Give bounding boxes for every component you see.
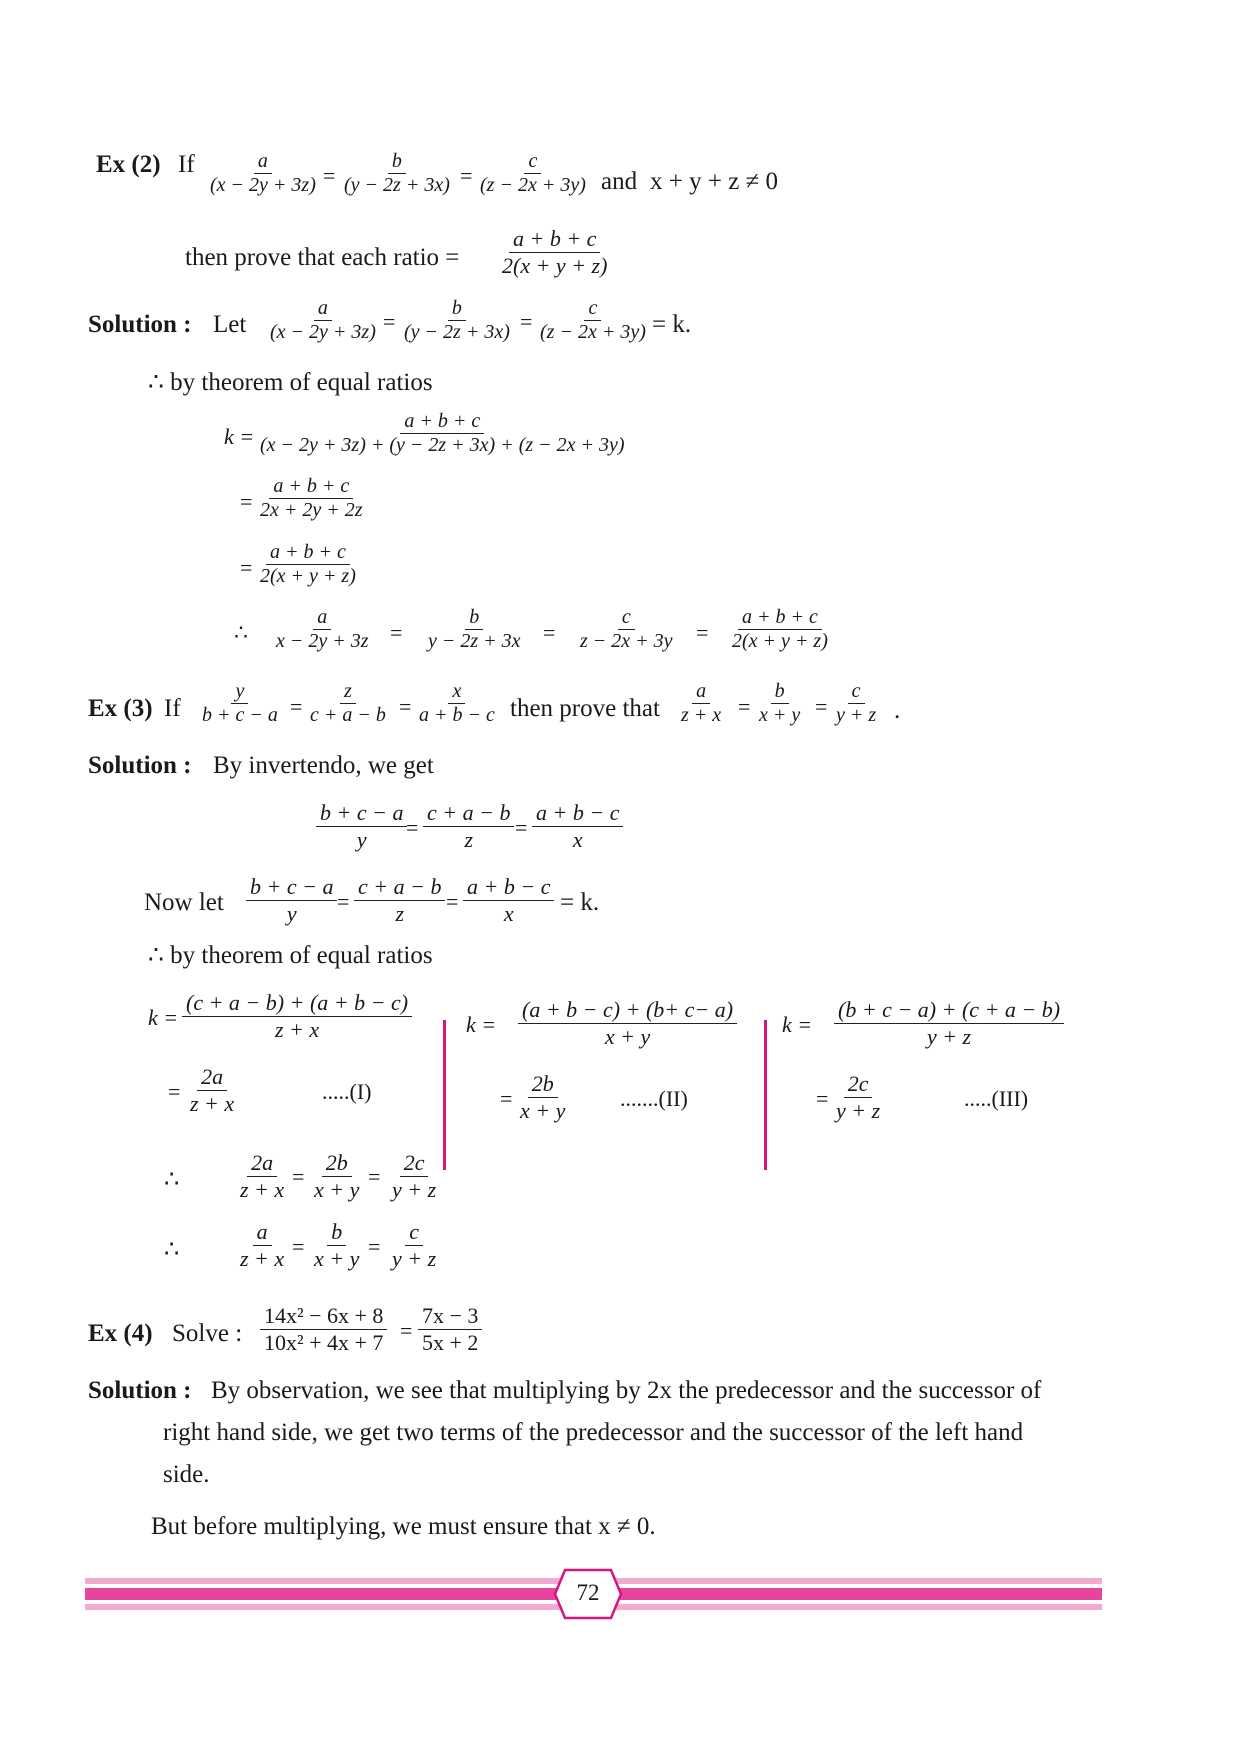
- eq-sign: =: [500, 1086, 513, 1111]
- ex3-ratio-x: x a + b − c: [419, 680, 495, 726]
- sol3-let-1: b + c − a y: [246, 874, 337, 927]
- sol4-label: Solution :: [88, 1377, 192, 1404]
- sol2-step2: a + b + c 2x + 2y + 2z: [260, 475, 363, 521]
- ex4-rhs: 7x − 3 5x + 2: [418, 1303, 482, 1356]
- col1-tag: .....(I): [322, 1079, 372, 1104]
- ex3-label: Ex (3): [88, 695, 153, 722]
- eq-sign: =: [337, 889, 350, 914]
- ex2-prove-text: then prove that each ratio =: [185, 244, 460, 271]
- eq-sign: =: [168, 1079, 181, 1104]
- eq-sign: =: [446, 889, 459, 914]
- eq-sign: =: [815, 694, 828, 719]
- sol3-let-2: c + a − b z: [354, 874, 445, 927]
- sol2-final-a: a x − 2y + 3z: [276, 606, 369, 652]
- eq-sign: =: [240, 555, 253, 580]
- sol3-therefore: ∴ by theorem of equal ratios: [148, 942, 433, 969]
- eq-sign: =: [399, 694, 412, 719]
- ex2-and: and: [601, 168, 638, 195]
- ex3-prove-a: a z + x: [681, 680, 722, 726]
- conc2-a: a z + x: [240, 1219, 285, 1271]
- eq-sign: =: [368, 1164, 381, 1189]
- eq-sign: =: [290, 694, 303, 719]
- col2-result: 2b x + y: [520, 1071, 566, 1123]
- eq-sign: =: [368, 1234, 381, 1259]
- col3-k-eq: k =: [782, 1012, 813, 1037]
- col3-tag: .....(III): [964, 1086, 1029, 1111]
- conc1-c: 2c y + z: [392, 1150, 437, 1202]
- eq-sign: =: [816, 1086, 829, 1111]
- conc2-b: b x + y: [314, 1219, 360, 1271]
- eq-sign: =: [240, 489, 253, 514]
- sol4-line4: But before multiplying, we must ensure that x ≠ 0.: [151, 1513, 656, 1540]
- sol2-ratio-a: a (x − 2y + 3z): [270, 297, 376, 343]
- ex3-period: .: [894, 697, 901, 724]
- sol2-label: Solution :: [88, 311, 192, 338]
- page-number: 72: [576, 1580, 600, 1605]
- ex4-label: Ex (4): [88, 1320, 153, 1347]
- sol2-final-sum: a + b + c 2(x + y + z): [732, 606, 828, 652]
- ex2-if: If: [178, 151, 195, 178]
- sol4-line2: right hand side, we get two terms of the predecessor and the successor of the left hand: [163, 1419, 1024, 1446]
- sol4-line1: By observation, we see that multiplying by 2x the predecessor and the successor of: [211, 1377, 1042, 1404]
- ex4-solve: Solve :: [172, 1320, 243, 1347]
- sol3-label: Solution :: [88, 752, 192, 779]
- ex3-if: If: [164, 695, 181, 722]
- eq-sign: =: [515, 815, 528, 840]
- sol2-let: Let: [213, 311, 247, 338]
- col1-result: 2a z + x: [190, 1064, 235, 1116]
- sol2-ratio-b: b (y − 2z + 3x): [404, 297, 510, 343]
- ex3-prove-text: then prove that: [510, 695, 660, 722]
- conc2-c: c y + z: [392, 1219, 437, 1271]
- ex2-ratio-a: a (x − 2y + 3z): [210, 150, 316, 196]
- column-divider: [764, 1020, 767, 1170]
- sol2-final-b: b y − 2z + 3x: [428, 606, 521, 652]
- eq-sign: =: [400, 1318, 413, 1343]
- ex2-ratio-b: b (y − 2z + 3x): [344, 150, 450, 196]
- eq-sign: =: [292, 1234, 305, 1259]
- sol3-inv-1: b + c − a y: [316, 800, 407, 853]
- therefore-symbol: ∴: [164, 1237, 180, 1263]
- ex2-condition: x + y + z ≠ 0: [650, 168, 779, 195]
- eq-sign: =: [543, 620, 556, 645]
- therefore-symbol: ∴: [164, 1167, 180, 1193]
- conc1-b: 2b x + y: [314, 1150, 360, 1202]
- ex4-lhs: 14x² − 6x + 8 10x² + 4x + 7: [260, 1303, 387, 1356]
- sol3-intro: By invertendo, we get: [213, 752, 434, 779]
- sol4-line3: side.: [163, 1461, 210, 1488]
- col1-k-expr: (c + a − b) + (a + b − c) z + x: [182, 990, 412, 1043]
- column-divider: [443, 1020, 446, 1170]
- sol2-therefore: ∴ by theorem of equal ratios: [148, 369, 433, 396]
- col2-k-eq: k =: [466, 1012, 497, 1037]
- eq-sign: =: [738, 694, 751, 719]
- sol2-eqk: = k.: [652, 311, 692, 338]
- sol3-inv-2: c + a − b z: [423, 800, 514, 853]
- eq-sign: =: [383, 309, 396, 334]
- eq-sign: =: [696, 620, 709, 645]
- sol3-eqk: = k.: [560, 889, 600, 916]
- sol3-let-3: a + b − c x: [463, 874, 554, 927]
- eq-sign: =: [323, 163, 336, 188]
- col2-k-expr: (a + b − c) + (b+ c− a) x + y: [518, 997, 737, 1050]
- sol2-step3: a + b + c 2(x + y + z): [260, 541, 356, 587]
- eq-sign: =: [292, 1164, 305, 1189]
- eq-sign: =: [460, 163, 473, 188]
- ex2-ratio-c: c (z − 2x + 3y): [480, 150, 586, 196]
- sol2-k-eq: k =: [224, 424, 255, 449]
- ex2-label: Ex (2): [96, 151, 161, 178]
- eq-sign: =: [406, 815, 419, 840]
- conc1-a: 2a z + x: [240, 1150, 285, 1202]
- col3-k-expr: (b + c − a) + (c + a − b) y + z: [834, 997, 1064, 1050]
- ex3-prove-b: b x + y: [759, 680, 801, 726]
- ex3-ratio-z: z c + a − b: [310, 680, 386, 726]
- sol2-final-c: c z − 2x + 3y: [580, 606, 673, 652]
- ex2-prove-ratio: a + b + c 2(x + y + z): [502, 226, 608, 278]
- sol3-nowlet: Now let: [144, 889, 224, 916]
- eq-sign: =: [390, 620, 403, 645]
- eq-sign: =: [520, 309, 533, 334]
- sol3-inv-3: a + b − c x: [532, 800, 623, 853]
- sol2-step1: a + b + c (x − 2y + 3z) + (y − 2z + 3x) + (z − 2x + 3y): [260, 410, 625, 456]
- col2-tag: .......(II): [620, 1086, 688, 1111]
- therefore-symbol: ∴: [234, 620, 248, 645]
- ex3-ratio-y: y b + c − a: [202, 680, 278, 726]
- col3-result: 2c y + z: [836, 1071, 881, 1123]
- col1-k-eq: k =: [148, 1005, 179, 1030]
- sol2-ratio-c: c (z − 2x + 3y): [540, 297, 646, 343]
- ex3-prove-c: c y + z: [836, 680, 877, 726]
